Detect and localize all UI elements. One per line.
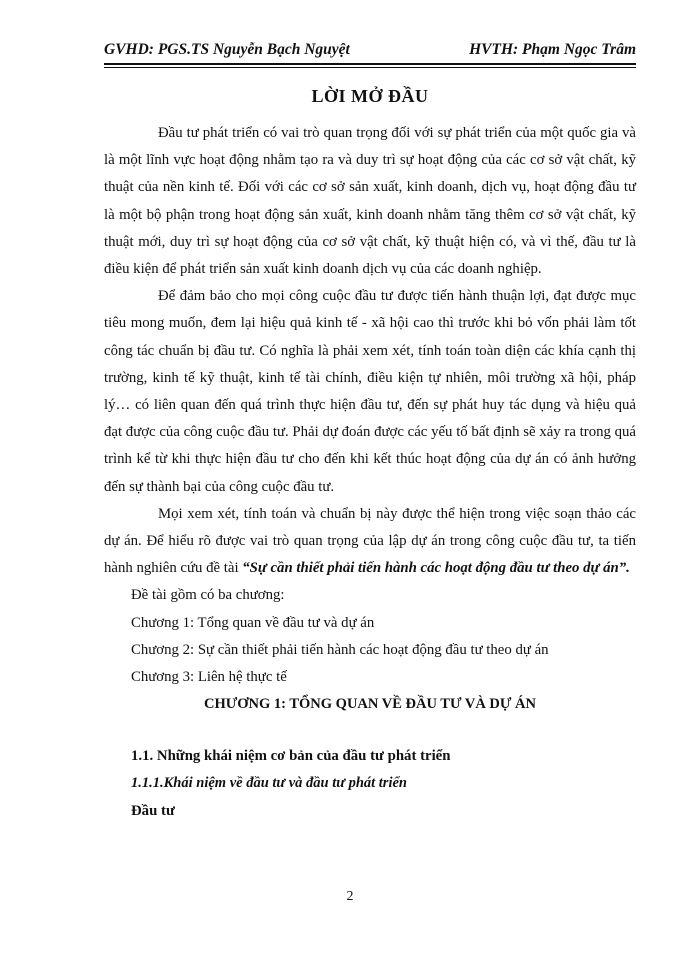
student-label: HVTH: Phạm Ngọc Trâm <box>469 41 636 58</box>
chapter-3-item: Chương 3: Liên hệ thực tế <box>131 669 287 686</box>
section-heading: 1.1. Những khái niệm cơ bản của đầu tư phát triển <box>131 748 451 764</box>
header-rule-thin <box>104 67 636 68</box>
page-title: LỜI MỞ ĐẦU <box>311 86 429 106</box>
chapter-heading: CHƯƠNG 1: TỔNG QUAN VỀ ĐẦU TƯ VÀ DỰ ÁN <box>203 696 537 712</box>
chapter-2-item: Chương 2: Sự cần thiết phải tiến hành các hoạt động đầu tư theo dự án <box>131 641 549 658</box>
subsection-heading: 1.1.1.Khái niệm về đầu tư và đầu tư phát triển <box>131 775 407 791</box>
body-text <box>104 120 636 691</box>
topic-title: “Sự cần thiết phải tiến hành các hoạt động đầu tư theo dự án”. <box>242 560 630 577</box>
header-rule-thick <box>104 63 636 65</box>
page-number: 2 <box>346 889 354 904</box>
topic-heading: Đầu tư <box>131 803 175 819</box>
paragraph-3-text: Mọi xem xét, tính toán và chuẩn bị này được thể hiện trong việc soạn thảo các dự án. Để hiểu rõ được vai trò quan trọng của lập dự án trong công cuộc đầu tư, ta tiến hành nghiên cứu đề tài <box>104 505 636 577</box>
paragraph-1: Đầu tư phát triển có vai trò quan trọng đối với sự phát triển của một quốc gia và là một lĩnh vực hoạt động nhằm tạo ra và duy trì sự hoạt động của các cơ sở vật chất, kỹ thuật của nền kinh tế. Đối với các cơ sở sản xuất, kinh doanh, dịch vụ, hoạt động đầu tư là một bộ phận trong hoạt động sản xuất, kinh doanh nhằm tăng thêm cơ sở vật chất, kỹ thuật mới, duy trì sự hoạt động của cơ sở vật chất, kỹ thuật hiện có, và vì thế, đầu tư là điều kiện để phát triển sản xuất kinh doanh dịch vụ của các doanh nghiệp. <box>104 125 636 278</box>
chapter-1-item: Chương 1: Tổng quan về đầu tư và dự án <box>131 614 375 631</box>
paragraph-2: Để đảm bảo cho mọi công cuộc đầu tư được tiến hành thuận lợi, đạt được mục tiêu mong muốn, đem lại hiệu quả kinh tế - xã hội cao thì trước khi bỏ vốn phải làm tốt công tác chuẩn bị đầu tư. Có nghĩa là phải xem xét, tính toán toàn diện các khía cạnh thị trường, kinh tế kỹ thuật, kinh tế tài chính, điều kiện tự nhiên, môi trường xã hội, pháp lý… có liên quan đến quá trình thực hiện đầu tư, đến sự phát huy tác dụng và hiệu quả đạt được của công cuộc đầu tư. Phải dự đoán được các yếu tố bất định sẽ xảy ra trong quá trình kể từ khi thực hiện đầu tư cho đến khi kết thúc hoạt động của dự án có ảnh hưởng đến sự thành bại của công cuộc đầu tư. <box>104 288 636 495</box>
supervisor-label: GVHD: PGS.TS Nguyễn Bạch Nguyệt <box>104 41 350 58</box>
paragraph-3 <box>104 501 636 583</box>
page-header <box>104 41 636 63</box>
chapters-intro: Đề tài gồm có ba chương: <box>131 587 285 604</box>
